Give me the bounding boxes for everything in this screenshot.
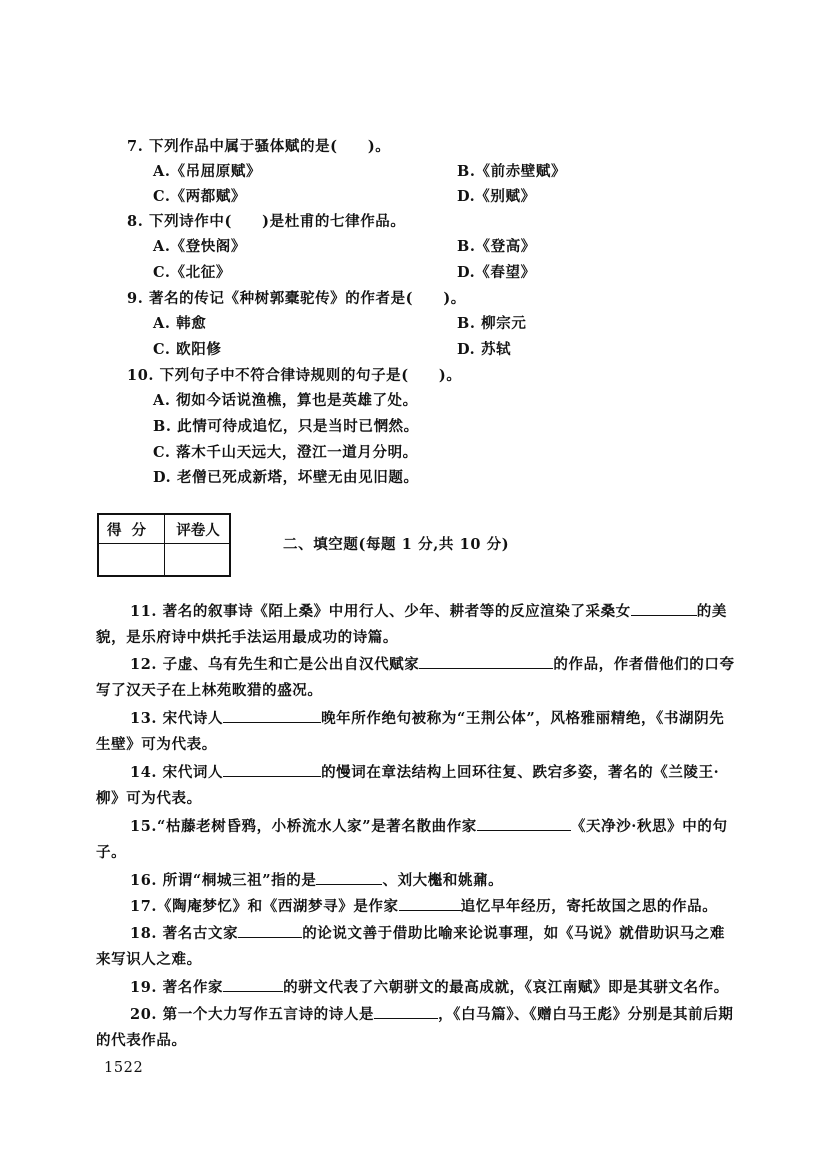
q8-option-d: D.《春望》 [457, 264, 536, 281]
q17-text-2: 追忆早年经历，寄托故国之思的作品。 [460, 898, 718, 915]
q8-option-a: A.《登快阁》 [153, 238, 246, 255]
question-12 [130, 654, 735, 675]
answer-blank[interactable] [223, 762, 321, 777]
question-18 [130, 923, 725, 944]
question-20 [130, 1004, 733, 1025]
q9-option-d: D. 苏轼 [457, 341, 512, 358]
page-number: 1522 [104, 1060, 144, 1076]
q8-option-c: C.《北征》 [153, 264, 231, 281]
q14-line-2: 柳》可为代表。 [96, 790, 202, 807]
answer-blank[interactable] [399, 896, 461, 911]
q15-text-2: 《天净沙·秋思》中的句 [570, 818, 728, 835]
q13-text-2: 晚年所作绝句被称为“王荆公体”，风格雅丽精绝，《书湖阴先 [321, 710, 725, 727]
answer-blank[interactable] [316, 870, 382, 885]
grader-header: 评卷人 [176, 522, 220, 539]
q10-option-c: C. 落木千山天远大，澄江一道月分明。 [153, 444, 418, 461]
q12-text-1: 12. 子虚、乌有先生和亡是公出自汉代赋家 [130, 656, 420, 673]
q20-line-2: 的代表作品。 [96, 1032, 187, 1049]
q18-line-2: 来写识人之难。 [96, 951, 202, 968]
score-box [97, 513, 231, 577]
question-19 [130, 977, 729, 998]
q15-line-2: 子。 [96, 844, 127, 861]
q20-text-1: 20. 第一个大力写作五言诗的诗人是 [130, 1006, 375, 1023]
answer-blank[interactable] [631, 601, 697, 616]
q10-option-d: D. 老僧已死成新塔，坏壁无由见旧题。 [153, 469, 419, 486]
q19-text-1: 19. 著名作家 [130, 979, 224, 996]
q9-option-a: A. 韩愈 [153, 315, 207, 332]
q10-option-a: A. 彻如今话说渔樵，算也是英雄了处。 [153, 392, 418, 409]
q11-text-2: 的美 [696, 603, 727, 620]
q7-option-b: B.《前赤壁赋》 [457, 163, 567, 180]
q9-option-c: C. 欧阳修 [153, 341, 222, 358]
question-17 [130, 896, 717, 917]
q16-text-1: 16. 所谓“桐城三祖”指的是 [130, 872, 317, 889]
q8-option-b: B.《登高》 [457, 238, 536, 255]
q16-text-2: 、刘大櫆和姚鼐。 [382, 872, 504, 889]
score-header: 得分 [107, 522, 156, 539]
answer-blank[interactable] [223, 708, 321, 723]
answer-blank[interactable] [477, 816, 571, 831]
answer-blank[interactable] [374, 1004, 438, 1019]
q12-line-2: 写了汉天子在上林苑畋猎的盛况。 [96, 682, 323, 699]
q20-text-2: ，《白马篇》、《赠白马王彪》分别是其前后期 [438, 1006, 734, 1023]
section-title: 二、填空题(每题 1 分,共 10 分) [283, 536, 510, 553]
answer-blank[interactable] [223, 977, 283, 992]
q7-option-c: C.《两都赋》 [153, 188, 247, 205]
q19-text-2: 的骈文代表了六朝骈文的最高成就，《哀江南赋》即是其骈文名作。 [283, 979, 729, 996]
q11-text-1: 11. 著名的叙事诗《陌上桑》中用行人、少年、耕者等的反应渲染了采桑女 [130, 603, 631, 620]
question-10: 10. 下列句子中不符合律诗规则的句子是( )。 [127, 367, 462, 384]
q17-text-1: 17.《陶庵梦忆》和《西湖梦寻》是作家 [130, 898, 399, 915]
question-9: 9. 著名的传记《种树郭橐驼传》的作者是( )。 [127, 290, 466, 307]
q14-text-1: 14. 宋代词人 [130, 764, 224, 781]
question-16 [130, 870, 503, 891]
q10-option-b: B. 此情可待成追忆，只是当时已惘然。 [153, 418, 419, 435]
question-7: 7. 下列作品中属于骚体赋的是( )。 [127, 138, 391, 155]
q15-text-1: 15.“枯藤老树昏鸦，小桥流水人家”是著名散曲作家 [130, 818, 477, 835]
question-11 [130, 601, 727, 622]
q12-text-2: 的作品，作者借他们的口夸 [553, 656, 735, 673]
answer-blank[interactable] [238, 923, 302, 938]
q7-option-d: D.《别赋》 [457, 188, 536, 205]
question-15 [130, 816, 728, 837]
q9-option-b: B. 柳宗元 [457, 315, 527, 332]
question-13 [130, 708, 724, 729]
q18-text-2: 的论说文善于借助比喻来论说事理，如《马说》就借助识马之难 [302, 925, 725, 942]
answer-blank[interactable] [419, 654, 553, 669]
q14-text-2: 的慢词在章法结构上回环往复、跌宕多姿，著名的《兰陵王· [321, 764, 720, 781]
question-8: 8. 下列诗作中( )是杜甫的七律作品。 [127, 213, 406, 230]
q18-text-1: 18. 著名古文家 [130, 925, 239, 942]
question-14 [130, 762, 719, 783]
q7-option-a: A.《吊屈原赋》 [153, 163, 262, 180]
q13-line-2: 生壁》可为代表。 [96, 736, 217, 753]
q11-line-2: 貌，是乐府诗中烘托手法运用最成功的诗篇。 [96, 629, 398, 646]
q13-text-1: 13. 宋代诗人 [130, 710, 224, 727]
